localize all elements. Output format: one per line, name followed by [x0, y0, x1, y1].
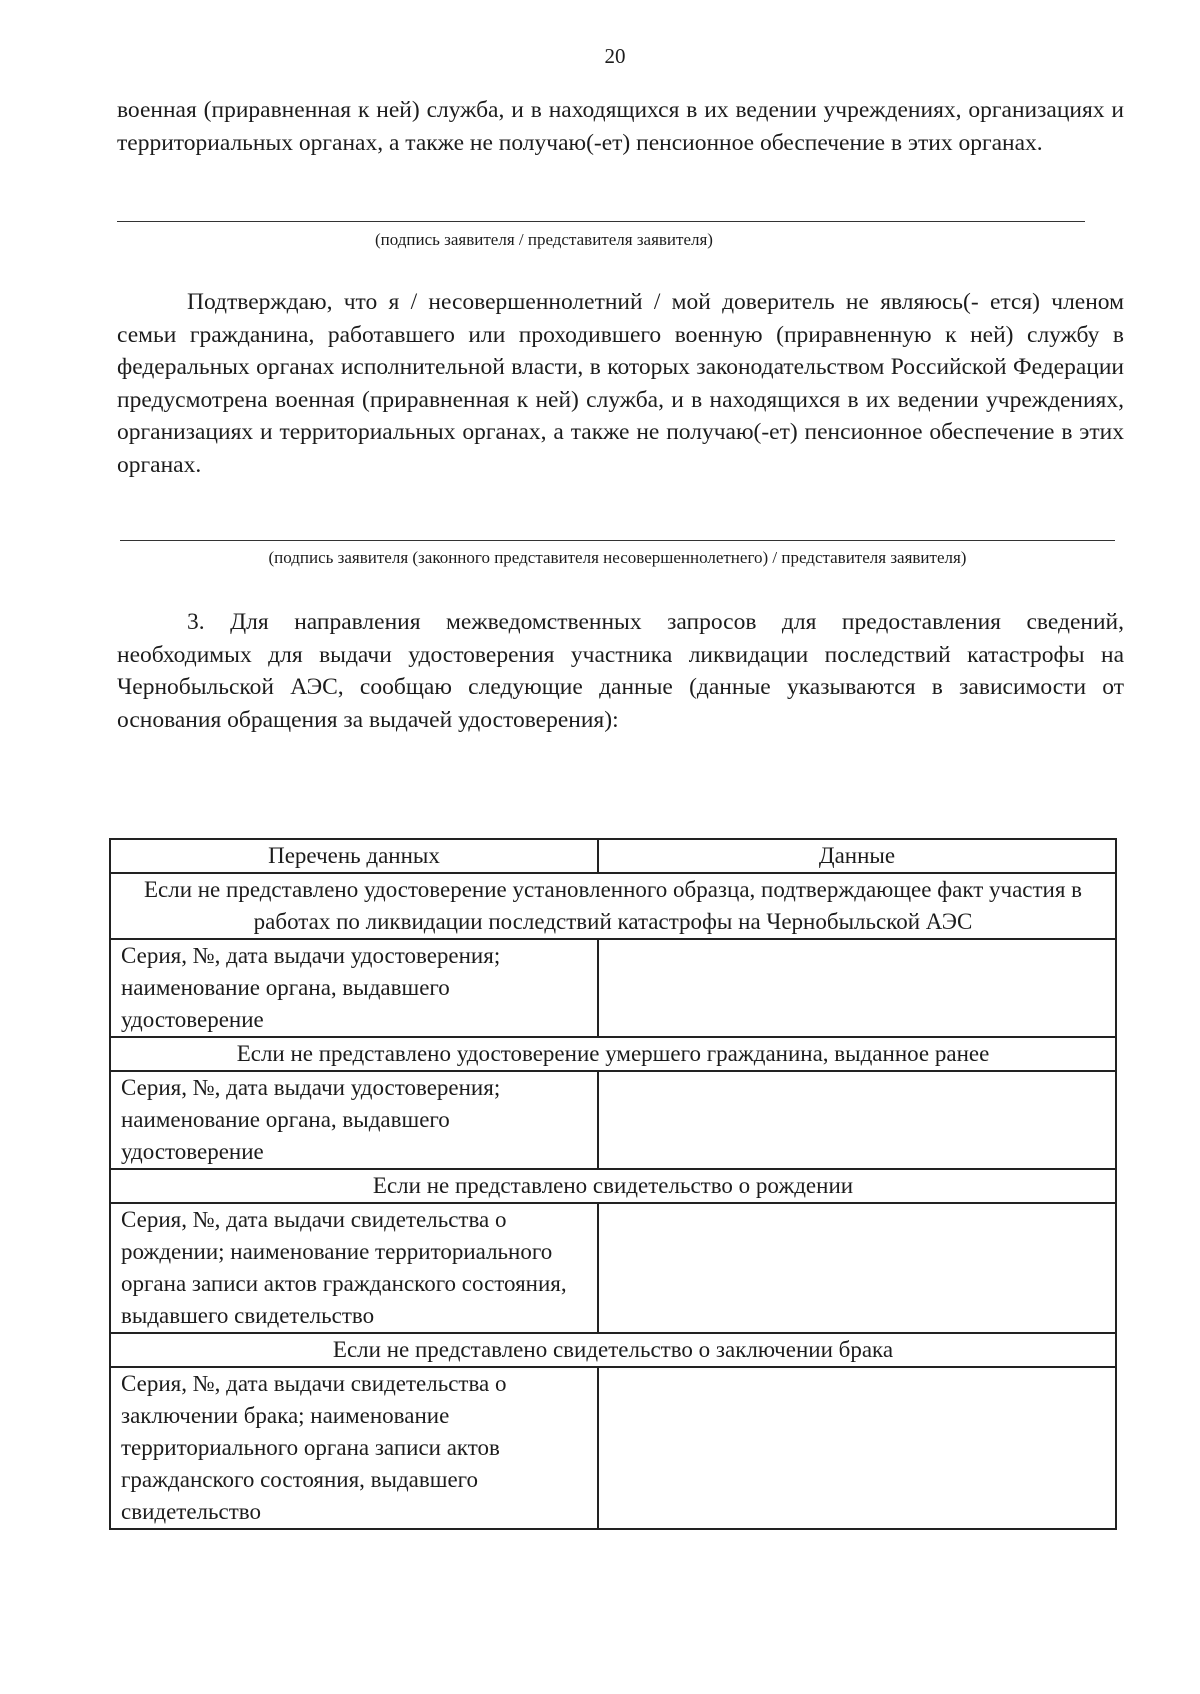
page-number: 20 — [604, 44, 626, 68]
row-value-field[interactable] — [598, 939, 1116, 1037]
paragraph-2: Подтверждаю, что я / несовершеннолетний / мой доверитель не являюсь(- ется) членом семьи гражданина, работавшего или проходившего военную (приравненную к ней) службу в федеральных органах исполнительной власти, в которых законодательством Российской Федерации предусмотрена военная (приравненная к ней) служба, и в находящихся в их ведении учреждениях, организациях и территориальных органах, а также не получаю(-ет) пенсионное обеспечение в этих органах. — [117, 289, 1124, 478]
signature-caption-1: (подпись заявителя / представителя заявителя) — [375, 230, 713, 249]
section-row — [110, 1333, 1116, 1367]
section-title: Если не представлено свидетельство о заключении брака — [110, 1333, 1116, 1367]
row-value-field[interactable] — [598, 1071, 1116, 1169]
header-data-list: Перечень данных — [110, 839, 598, 873]
paragraph-3: 3. Для направления межведомственных запросов для предоставления сведений, необходимых для выдачи удостоверения участника ликвидации последствий катастрофы на Чернобыльской АЭС, сообщаю следующие данные (данные указываются в зависимости от основания обращения за выдачей удостоверения): — [117, 609, 1124, 733]
signature-line-2 — [120, 540, 1115, 541]
header-data: Данные — [598, 839, 1116, 873]
signature-caption-2: (подпись заявителя (законного представителя несовершеннолетнего) / представителя заявителя) — [268, 548, 967, 567]
section-title: Если не представлено удостоверение умершего гражданина, выданное ранее — [110, 1037, 1116, 1071]
paragraph-1: военная (приравненная к ней) служба, и в находящихся в их ведении учреждениях, организациях и территориальных органах, а также не получаю(-ет) пенсионное обеспечение в этих органах. — [117, 97, 1124, 156]
row-label: Серия, №, дата выдачи свидетельства о рождении; наименование территориального органа записи актов гражданского состояния, выдавшего свидетельство — [110, 1203, 598, 1333]
section-row — [110, 1169, 1116, 1203]
table-row — [110, 1367, 1116, 1529]
table-row — [110, 1071, 1116, 1169]
row-value-field[interactable] — [598, 1203, 1116, 1333]
data-table — [109, 838, 1117, 1530]
section-title: Если не представлено свидетельство о рождении — [110, 1169, 1116, 1203]
row-label: Серия, №, дата выдачи удостоверения; наименование органа, выдавшего удостоверение — [110, 1071, 598, 1169]
row-label: Серия, №, дата выдачи свидетельства о заключении брака; наименование территориального органа записи актов гражданского состояния, выдавшего свидетельство — [110, 1367, 598, 1529]
table-header-row — [110, 839, 1116, 873]
row-value-field[interactable] — [598, 1367, 1116, 1529]
table-row — [110, 1203, 1116, 1333]
row-label: Серия, №, дата выдачи удостоверения; наименование органа, выдавшего удостоверение — [110, 939, 598, 1037]
section-title: Если не представлено удостоверение установленного образца, подтверждающее факт участия в работах по ликвидации последствий катастрофы на Чернобыльской АЭС — [110, 873, 1116, 939]
table-row — [110, 939, 1116, 1037]
signature-line-1 — [117, 221, 1085, 222]
section-row — [110, 1037, 1116, 1071]
section-row — [110, 873, 1116, 939]
